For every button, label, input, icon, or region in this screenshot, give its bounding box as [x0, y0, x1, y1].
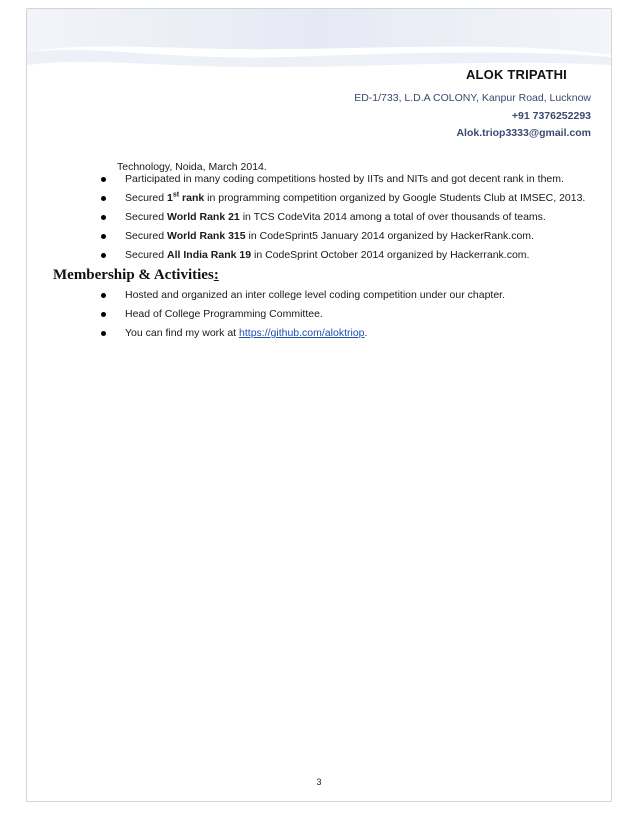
- membership-list: [101, 286, 505, 343]
- list-item-text: You can find my work at: [125, 327, 240, 339]
- bullet-icon: [101, 177, 106, 182]
- github-link[interactable]: https://github.com/aloktriop: [239, 327, 365, 339]
- list-item-text: in programming competition organized by Google Students Club at IMSEC, 2013.: [204, 192, 586, 204]
- list-item-text: Secured: [125, 249, 168, 261]
- list-item-text: .: [364, 327, 368, 339]
- list-item-text: in CodeSprint October 2014 organized by Hackerrank.com.: [251, 249, 530, 261]
- applicant-phone: +91 7376252293: [511, 110, 591, 122]
- list-item-text: Secured: [125, 230, 168, 242]
- list-item: [101, 246, 585, 265]
- rank-suffix: st: [172, 191, 180, 199]
- list-item-text: Participated in many coding competitions hosted by IITs and NITs and got decent rank in them.: [125, 173, 564, 185]
- rank-word: rank: [179, 192, 205, 204]
- list-item-text: Secured: [125, 211, 168, 223]
- applicant-name: ALOK TRIPATHI: [465, 67, 567, 82]
- applicant-email: Alok.triop3333@gmail.com: [456, 127, 591, 139]
- resume-page: [26, 8, 612, 802]
- applicant-address: ED-1/733, L.D.A COLONY, Kanpur Road, Lucknow: [354, 92, 591, 104]
- list-item: [101, 189, 585, 208]
- list-item: [101, 286, 505, 305]
- list-item: [101, 324, 505, 343]
- list-item: [101, 208, 585, 227]
- bullet-icon: [101, 215, 106, 220]
- bullet-icon: [101, 312, 106, 317]
- list-item-text: Secured: [125, 192, 168, 204]
- section-heading-text: Membership & Activities: [53, 267, 214, 283]
- bullet-icon: [101, 196, 106, 201]
- rank-number: 1: [167, 192, 173, 204]
- list-item-text: Hosted and organized an inter college level coding competition under our chapter.: [125, 289, 505, 301]
- bullet-icon: [101, 331, 106, 336]
- bullet-icon: [101, 253, 106, 258]
- bullet-icon: [101, 234, 106, 239]
- list-item: [101, 170, 585, 189]
- page-number: 3: [316, 777, 322, 787]
- bullet-icon: [101, 293, 106, 298]
- section-heading-colon: :: [213, 267, 219, 283]
- achievements-list: [101, 170, 585, 265]
- rank-highlight: World Rank 21: [167, 211, 240, 223]
- rank-highlight: World Rank 315: [167, 230, 246, 242]
- list-item-text: Head of College Programming Committee.: [125, 308, 323, 320]
- list-item: [101, 305, 505, 324]
- rank-highlight: All India Rank 19: [167, 249, 252, 261]
- list-item-text: in CodeSprint5 January 2014 organized by HackerRank.com.: [245, 230, 534, 242]
- list-item: [101, 227, 585, 246]
- list-item-text: in TCS CodeVita 2014 among a total of over thousands of teams.: [239, 211, 546, 223]
- continued-text: Technology, Noida, March 2014.: [117, 161, 267, 173]
- section-heading-membership: [53, 267, 219, 284]
